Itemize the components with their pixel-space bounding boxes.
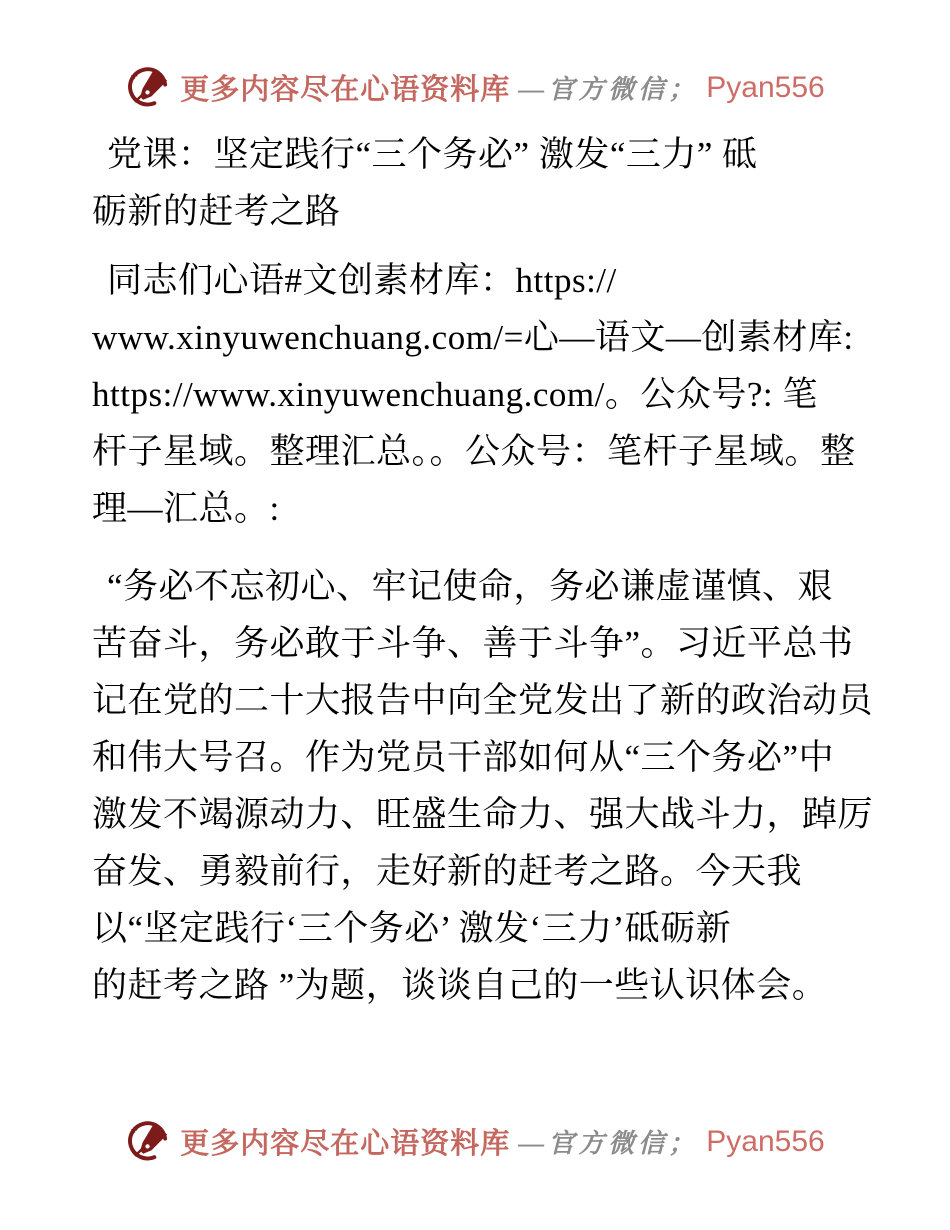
paragraph-body: [92, 558, 874, 1014]
text-line: www.xinyuwenchuang.com/=心—语文—创素材库:: [92, 318, 854, 357]
text-line: 和伟大号召。作为党员干部如何从“三个务必”中: [92, 738, 835, 777]
text-line: 同志们心语#文创素材库：https://: [107, 261, 617, 300]
pen-logo-icon: [125, 1118, 172, 1165]
watermark-wechat-id: Pyan556: [706, 1124, 825, 1158]
footer-watermark: [0, 1118, 950, 1165]
title-line: 党课：坚定践行“三个务必” 激发“三力” 砥: [107, 135, 758, 174]
text-line: https://www.xinyuwenchuang.com/。公众号?: 笔: [92, 375, 818, 414]
paragraph-source-info: [92, 252, 867, 537]
header-watermark: [0, 64, 950, 111]
watermark-brand-text: 更多内容尽在心语资料库: [180, 1128, 511, 1160]
text-line: 激发不竭源动力、旺盛生命力、强大战斗力，踔厉: [92, 795, 874, 834]
text-line: “务必不忘初心、牢记使命，务必谦虚谨慎、艰: [107, 567, 834, 606]
watermark-brand-text: 更多内容尽在心语资料库: [180, 74, 511, 106]
text-line: 杆子星域。整理汇总。。公众号：笔杆子星域。整: [92, 432, 856, 471]
text-line: 理—汇总。:: [92, 489, 280, 528]
text-line: 记在党的二十大报告中向全党发出了新的政治动员: [92, 681, 874, 720]
text-line: 的赶考之路 ”为题，谈谈自己的一些认识体会。: [92, 966, 828, 1005]
text-line: 奋发、勇毅前行，走好新的赶考之路。今天我: [92, 852, 803, 891]
watermark-separator-text: —官方微信；: [518, 1129, 699, 1158]
watermark-separator-text: —官方微信；: [518, 75, 699, 104]
document-title: [92, 126, 867, 240]
text-line: 苦奋斗，务必敢于斗争、善于斗争”。习近平总书: [92, 624, 854, 663]
pen-logo-icon: [125, 64, 172, 111]
text-line: 以“坚定践行‘三个务必’ 激发‘三力’砥砺新: [92, 909, 732, 948]
watermark-wechat-id: Pyan556: [706, 70, 825, 104]
title-line: 砺新的赶考之路: [92, 192, 341, 231]
